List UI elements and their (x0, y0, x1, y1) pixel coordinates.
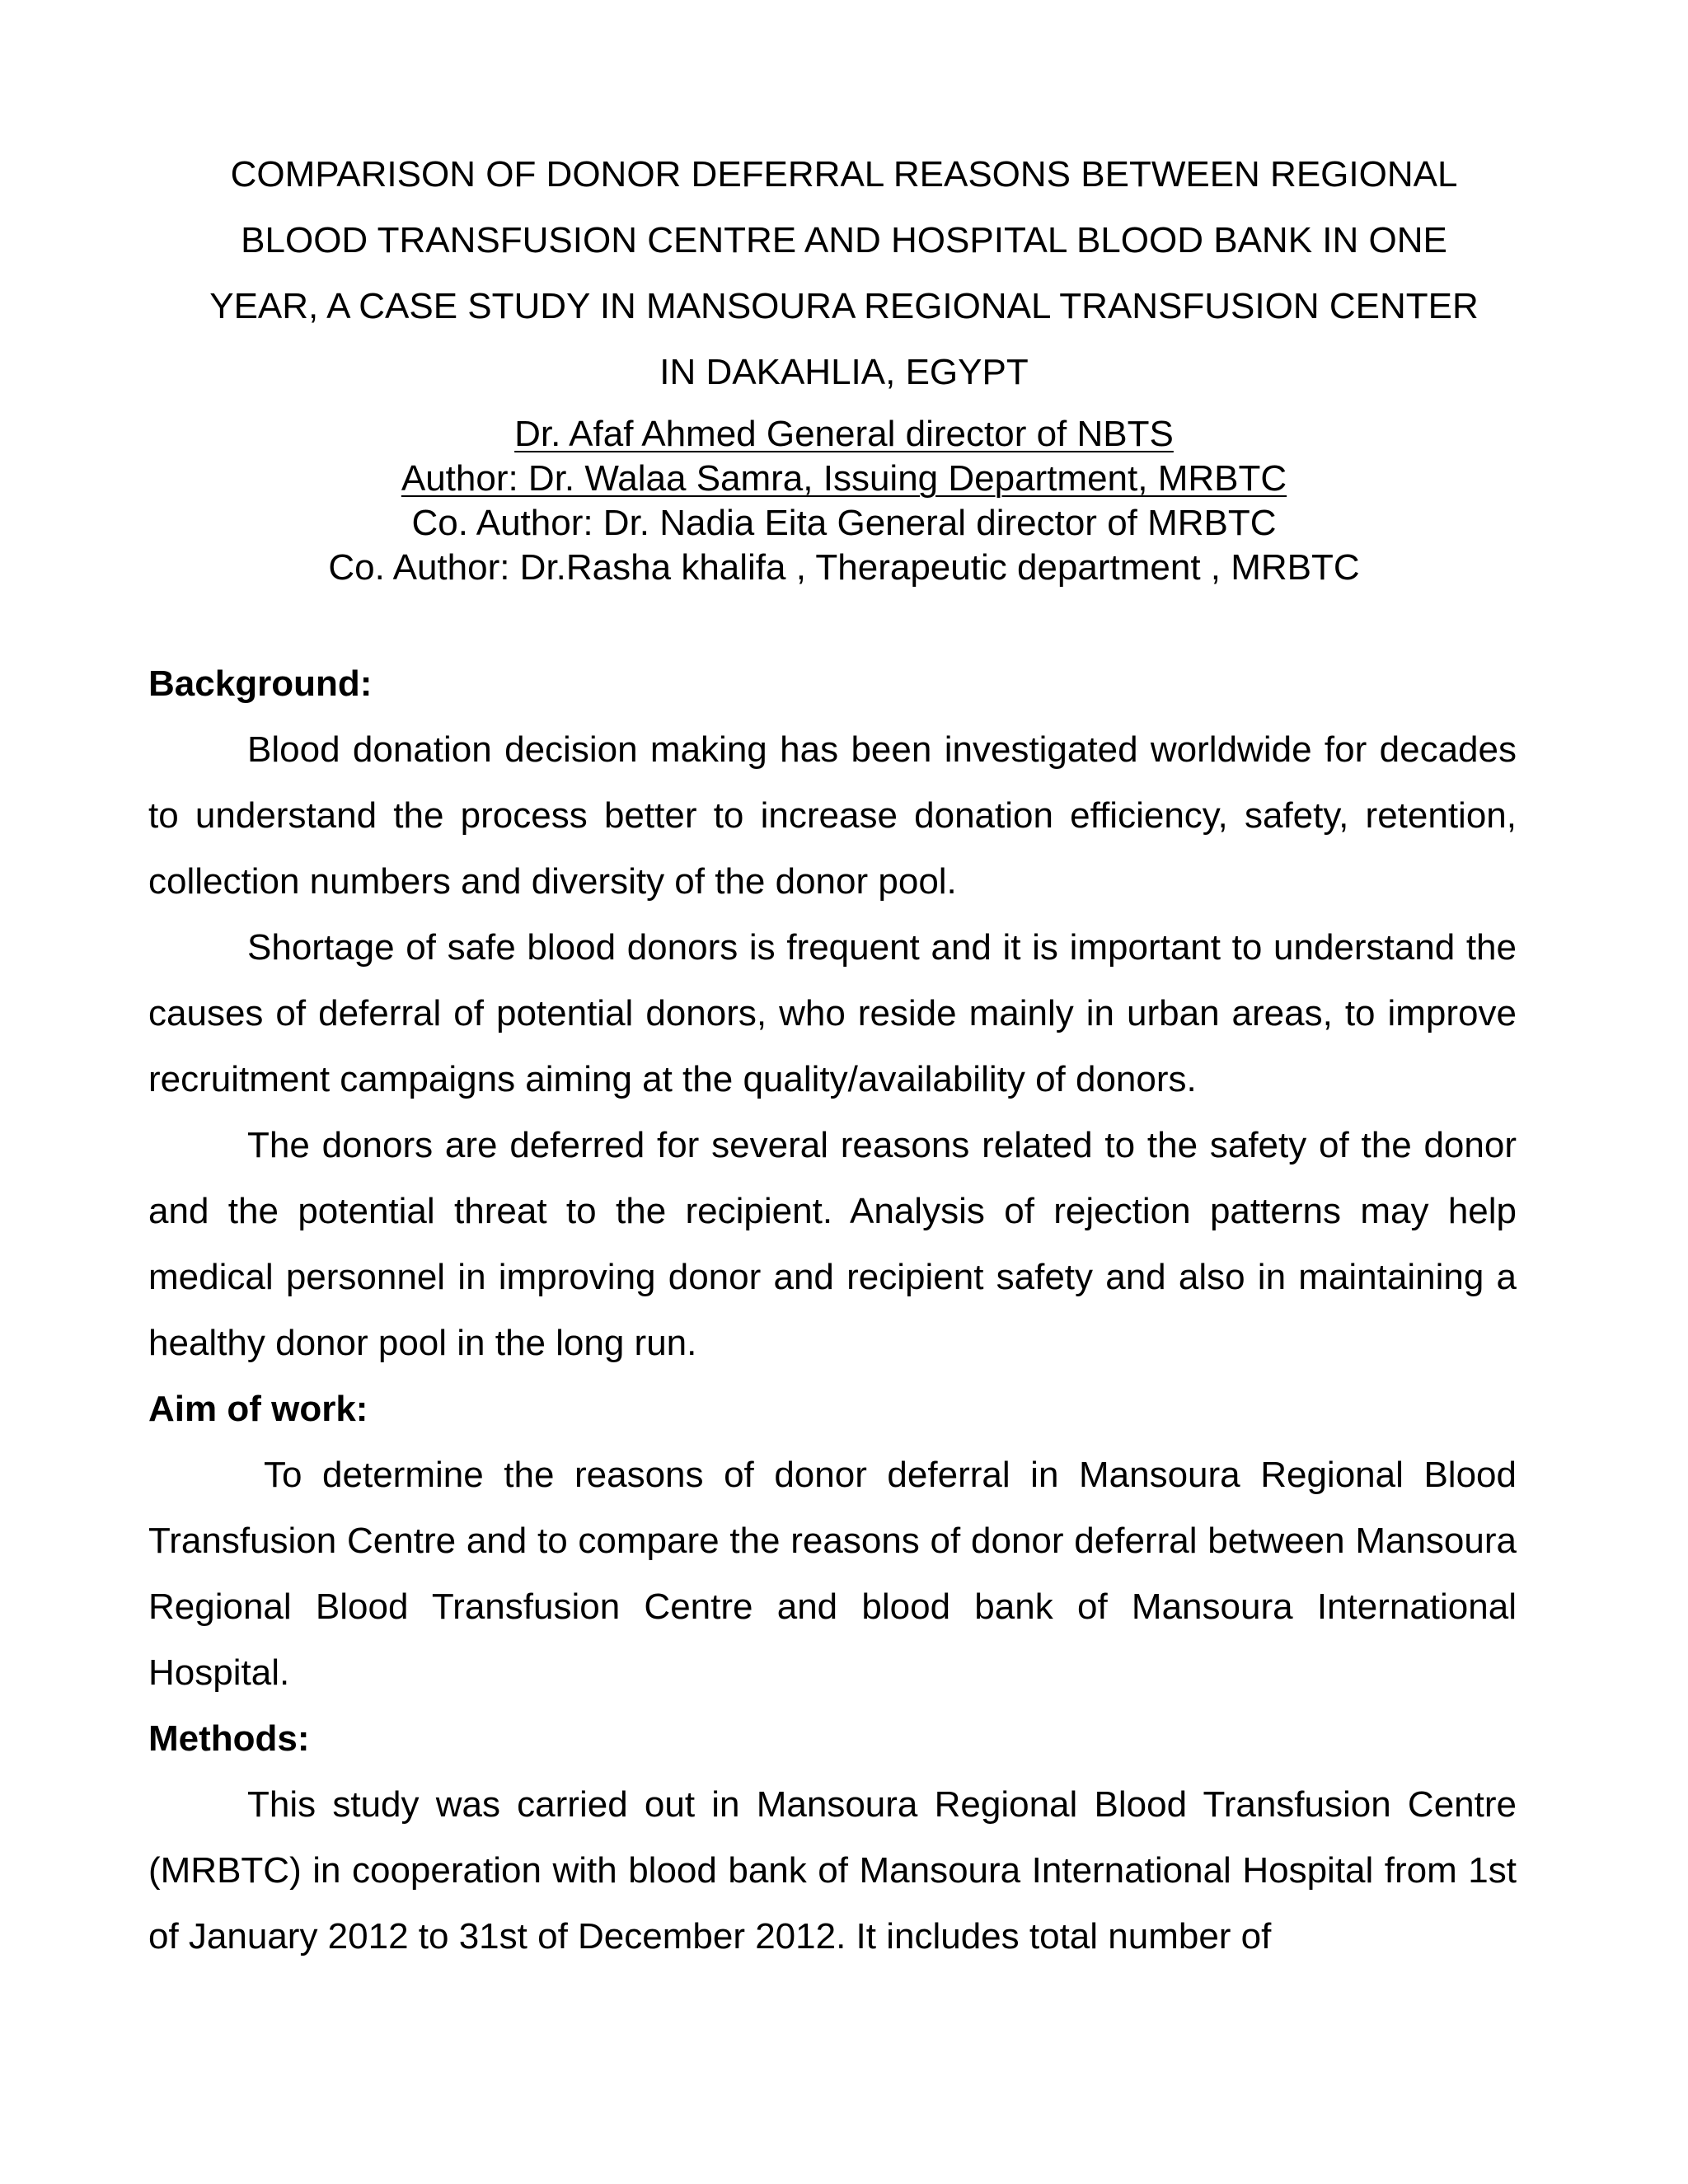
title-line: YEAR, A CASE STUDY IN MANSOURA REGIONAL TRANSFUSION CENTER (209, 286, 1479, 326)
author-line-nbts-director: Dr. Afaf Ahmed General director of NBTS (514, 414, 1174, 454)
document-title (124, 142, 1564, 405)
paragraph: To determine the reasons of donor deferral in Mansoura Regional Blood Transfusion Centre and to compare the reasons of donor deferral between Mansoura Regional Blood Transfusion Centre and blood bank of Mansoura International Hospital. (148, 1455, 1517, 1693)
section-heading-background: Background: (148, 663, 373, 704)
section-heading-methods: Methods: (148, 1718, 310, 1759)
author-line-co-author-eita: Co. Author: Dr. Nadia Eita General director of MRBTC (411, 503, 1277, 543)
title-line: IN DAKAHLIA, EGYPT (659, 352, 1029, 392)
paragraph: Blood donation decision making has been investigated worldwide for decades to understand the process better to increase donation efficiency, safety, retention, collection numbers and diversity of the donor pool. (148, 729, 1517, 902)
paragraph: Shortage of safe blood donors is frequent and it is important to understand the causes of deferral of potential donors, who reside mainly in urban areas, to improve recruitment campaigns aiming at the quality/availability of donors. (148, 927, 1517, 1099)
section-heading-aim: Aim of work: (148, 1389, 368, 1429)
author-line-main-author: Author: Dr. Walaa Samra, Issuing Department, MRBTC (401, 458, 1287, 499)
paragraph: The donors are deferred for several reasons related to the safety of the donor and the potential threat to the recipient. Analysis of rejection patterns may help medical personnel in improving donor and recipient safety and also in maintaining a healthy donor pool in the long run. (148, 1125, 1517, 1363)
author-line-co-author-khalifa: Co. Author: Dr.Rasha khalifa , Therapeutic department , MRBTC (328, 547, 1360, 588)
author-block (124, 412, 1564, 590)
title-line: BLOOD TRANSFUSION CENTRE AND HOSPITAL BLOOD BANK IN ONE (241, 220, 1447, 260)
title-line: COMPARISON OF DONOR DEFERRAL REASONS BETWEEN REGIONAL (230, 154, 1458, 194)
paragraph: This study was carried out in Mansoura Regional Blood Transfusion Centre (MRBTC) in cooperation with blood bank of Mansoura International Hospital from 1st of January 2012 to 31st of December 2012. It includes total number of (148, 1784, 1517, 1957)
document-body (148, 651, 1517, 1970)
